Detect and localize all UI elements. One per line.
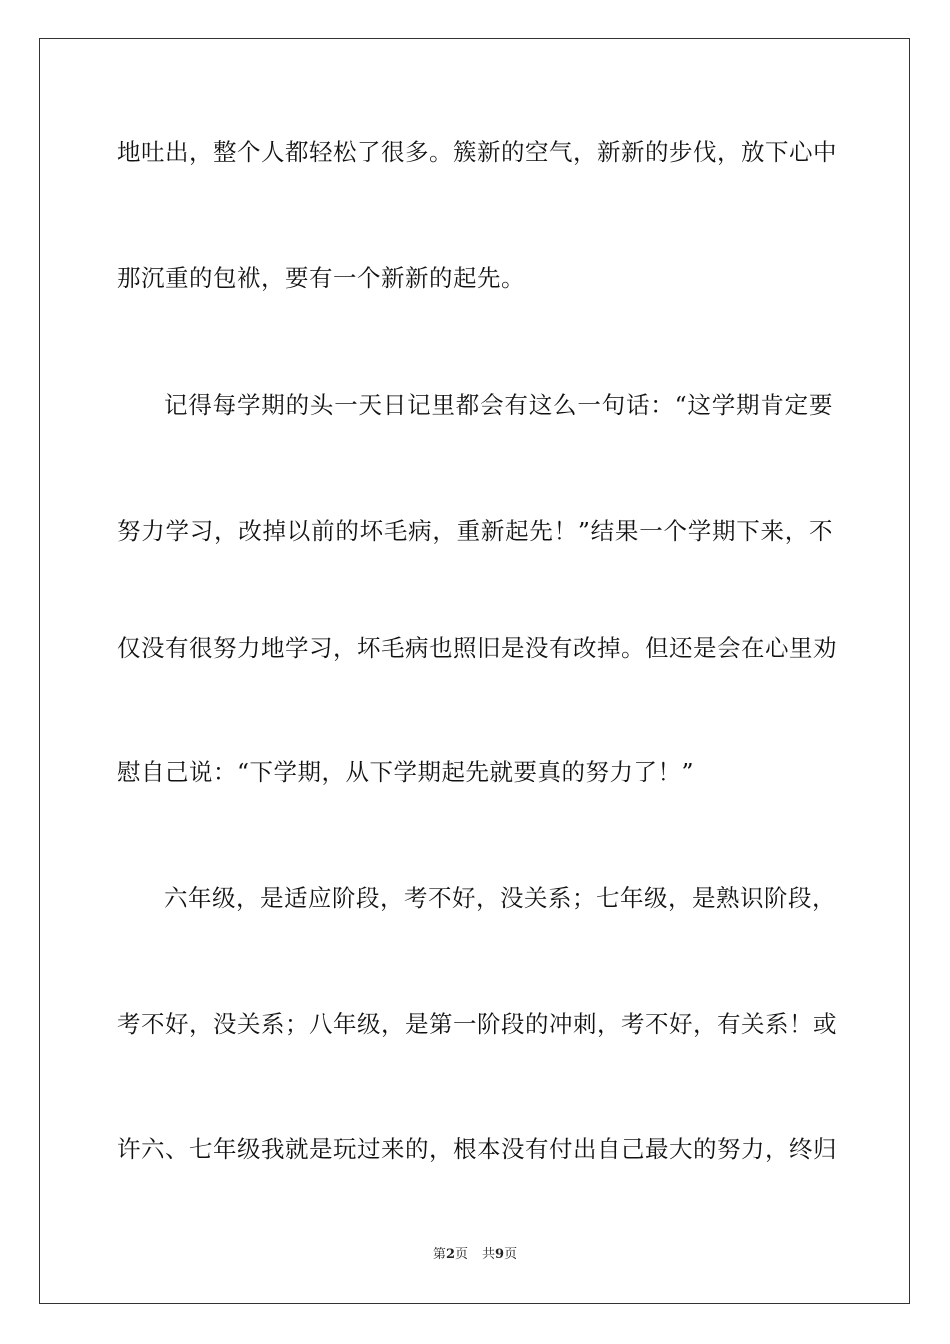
text-line: 慰自己说：“下学期，从下学期起先就要真的努力了！” [117, 758, 695, 786]
text-line: 记得每学期的头一天日记里都会有这么一句话：“这学期肯定要 [164, 391, 833, 419]
text-line: 地吐出，整个人都轻松了很多。簇新的空气，新新的步伐，放下心中 [117, 138, 837, 166]
text-line: 六年级，是适应阶段，考不好，没关系；七年级，是熟识阶段， [164, 884, 836, 912]
text-line: 考不好，没关系；八年级，是第一阶段的冲刺，考不好，有关系！或 [117, 1010, 837, 1038]
page-number-prefix: 第 [432, 1247, 446, 1262]
text-line: 那沉重的包袱，要有一个新新的起先。 [117, 264, 525, 292]
page-border [39, 38, 910, 1304]
page-footer [0, 1247, 950, 1263]
text-line: 努力学习，改掉以前的坏毛病，重新起先！”结果一个学期下来，不 [117, 517, 833, 545]
total-pages: 9 [495, 1247, 505, 1262]
text-line: 许六、七年级我就是玩过来的，根本没有付出自己最大的努力，终归 [117, 1135, 837, 1163]
page-number-suffix: 页 [454, 1247, 468, 1262]
page-number: 2 [445, 1247, 455, 1262]
text-line: 仅没有很努力地学习，坏毛病也照旧是没有改掉。但还是会在心里劝 [117, 634, 837, 662]
total-pages-suffix: 页 [504, 1247, 518, 1262]
total-pages-prefix: 共 [482, 1247, 496, 1262]
